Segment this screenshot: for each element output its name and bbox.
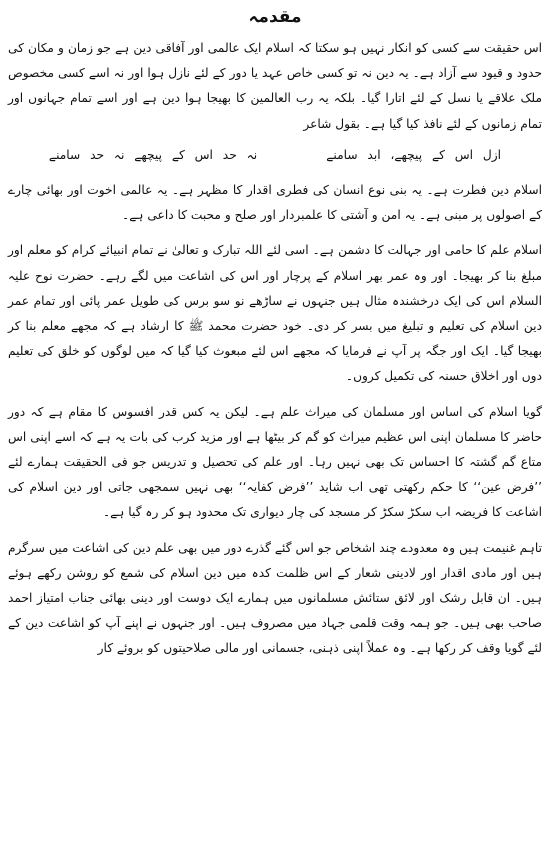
paragraph-author-praise: تاہم غنیمت ہیں وہ معدودے چند اشخاص جو اس گئے گذرے دور میں بھی علم دین کی اشاعت میں سرگرم ہیں اور مادی اقدار اور لادینی شعار کے اس ظلمت کدہ میں دین اسلام کی شمع کو روشن رکھے ہوئے ہیں۔ ان قابل رشک اور لائق ستائش مسلمانوں میں ہمارے ایک دوست اور دینی بھائی جناب امتیاز احمد صاحب بھی ہیں۔ جو ہمہ وقت قلمی جہاد میں مصروف ہیں۔ اور جنہوں نے اپنے آپ کو اشاعت دین کے لئے گویا وقف کر رکھا ہے۔ وہ عملاً اپنی ذہنی، جسمانی اور مالی صلاحیتوں کو بروئے کار — [8, 540, 542, 656]
couplet-second-line: نہ حد اس کے پیچھے نہ حد سامنے — [48, 147, 258, 162]
page-title: مقدمہ — [248, 7, 302, 27]
paragraph-intro: اس حقیقت سے کسی کو انکار نہیں ہو سکتا کہ اسلام ایک عالمی اور آفاقی دین ہے جو زمان و مکان کی حدود و قیود سے آزاد ہے۔ یہ دین نہ تو کسی خاص عہد یا دور کے لئے نازل ہوا اور نہ اسے کسی مخصوص ملک علاقے یا نسل کے لئے اتارا گیا۔ بلکہ یہ رب العالمین کا بھیجا ہوا دین ہے اور اسے تمام جہانوں اور تمام زمانوں کے لئے نافذ کیا گیا ہے۔ بقول شاعر — [8, 41, 542, 131]
couplet-first-line: ازل اس کے پیچھے، ابد سامنے — [326, 147, 502, 162]
paragraph-heritage: گویا اسلام کی اساس اور مسلمان کی میراث علم ہے۔ لیکن یہ کس قدر افسوس کا مقام ہے کہ دور حاضر کا مسلمان اپنی اس عظیم میراث کو گم کر بیٹھا ہے اور مزید کرب کی بات یہ ہے کہ اسے اپنی اس متاع گم گشتہ کا احساس تک بھی نہیں رہا۔ اور علم کی تحصیل و تدریس جو فی الحقیقت ہمارے لئے ’’فرض عین‘‘ کا حکم رکھتی تھی اب شاید ’’فرض کفایہ‘‘ بھی نہیں سمجھی جاتی اور دین اسلام کی اشاعت کا فریضہ اب سکڑ سکڑ کر مسجد کی چار دیواری تک محدود ہو کر رہ گیا ہے۔ — [8, 404, 542, 520]
poetry-couplet — [8, 143, 542, 168]
paragraph-nature: اسلام دین فطرت ہے۔ یہ بنی نوع انسان کی فطری اقدار کا مظہر ہے۔ یہ عالمی اخوت اور بھائی چارے کے اصولوں پر مبنی ہے۔ یہ امن و آشتی کا علمبردار اور صلح و محبت کا داعی ہے۔ — [8, 183, 542, 223]
paragraph-knowledge: اسلام علم کا حامی اور جہالت کا دشمن ہے۔ اسی لئے اللہ تبارک و تعالیٰ نے تمام انبیائے کرام کو معلم اور مبلغ بنا کر بھیجا۔ اور وہ عمر بھر اسلام کے پرچار اور اس کی اشاعت میں لگے رہے۔ حضرت نوح علیہ السلام اس کی ایک درخشندہ مثال ہیں جنہوں نے ساڑھے نو سو برس کی طویل عمر پائی اور تمام عمر دین اسلام کی تعلیم و تبلیغ میں بسر کر دی۔ خود حضرت محمد ﷺ کا ارشاد ہے کہ مجھے معلم بنا کر بھیجا گیا۔ ایک اور جگہ پر آپ نے فرمایا کہ مجھے اس لئے مبعوث کیا گیا کہ میں لوگوں کو خلق کی تعلیم دوں اور اخلاق حسنہ کی تکمیل کروں۔ — [8, 243, 542, 384]
